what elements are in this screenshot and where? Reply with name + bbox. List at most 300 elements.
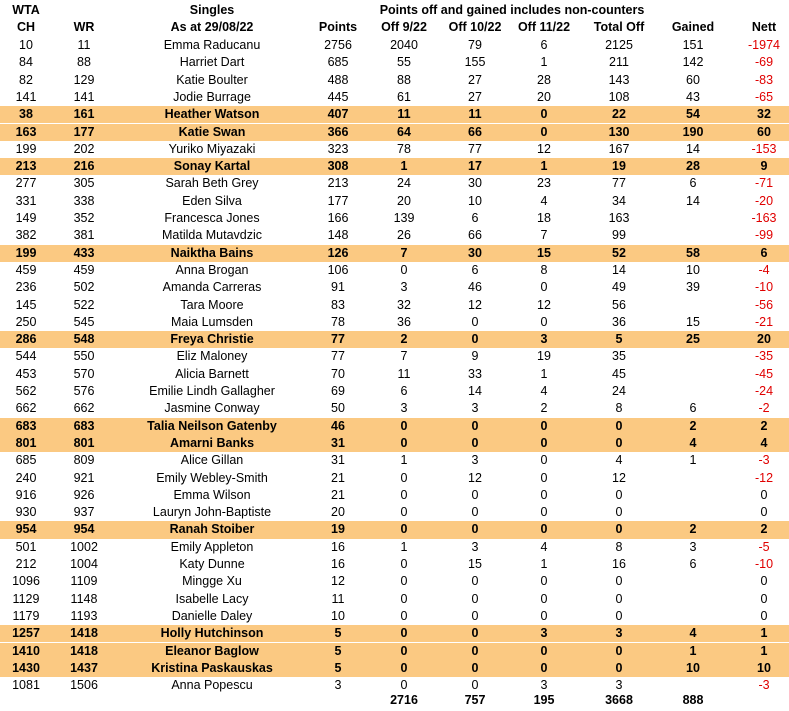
cell-off10: 77 bbox=[468, 141, 482, 156]
table-row bbox=[0, 418, 789, 435]
player-name: Sonay Kartal bbox=[173, 159, 251, 174]
cell-points: 445 bbox=[327, 89, 349, 104]
cell-points: 21 bbox=[331, 487, 345, 502]
player-name: Eliz Maloney bbox=[176, 349, 248, 364]
cell-nett: 0 bbox=[760, 574, 768, 589]
cell-off9: 3 bbox=[400, 280, 408, 295]
cell-points: 323 bbox=[327, 141, 349, 156]
cell-off10: 0 bbox=[471, 418, 479, 433]
cell-total-off: 0 bbox=[615, 643, 623, 658]
col-header-off11: Off 11/22 bbox=[517, 20, 571, 34]
cell-wr: 1004 bbox=[70, 557, 98, 571]
col-header-wr: WR bbox=[73, 20, 95, 34]
cell-total-off: 0 bbox=[615, 608, 623, 623]
cell-points: 20 bbox=[331, 505, 345, 520]
cell-off11: 0 bbox=[540, 124, 548, 139]
cell-nett: 60 bbox=[757, 124, 771, 139]
cell-ch: 1129 bbox=[12, 591, 40, 606]
cell-off11: 3 bbox=[540, 332, 548, 347]
cell-ch: 954 bbox=[15, 522, 37, 537]
player-name: Amanda Carreras bbox=[162, 280, 262, 295]
cell-off11: 2 bbox=[540, 401, 548, 416]
cell-wr: 305 bbox=[73, 176, 95, 191]
cell-off11: 0 bbox=[540, 591, 548, 606]
cell-points: 488 bbox=[327, 72, 349, 87]
cell-off11: 0 bbox=[540, 314, 548, 329]
player-name: Sarah Beth Grey bbox=[165, 176, 259, 191]
cell-wr: 177 bbox=[73, 124, 95, 139]
cell-nett: -20 bbox=[754, 193, 774, 208]
player-name: Ranah Stoiber bbox=[169, 522, 255, 537]
cell-ch: 277 bbox=[15, 176, 37, 191]
player-name: Alice Gillan bbox=[180, 453, 244, 468]
cell-nett: 0 bbox=[760, 505, 768, 520]
cell-off11: 1 bbox=[540, 159, 548, 174]
player-name: Holly Hutchinson bbox=[160, 626, 264, 641]
cell-points: 166 bbox=[327, 211, 349, 225]
player-name: Harriet Dart bbox=[179, 55, 245, 70]
cell-off11: 0 bbox=[540, 574, 548, 589]
cell-wr: 1437 bbox=[70, 660, 98, 675]
cell-wr: 338 bbox=[73, 193, 95, 208]
table-row bbox=[0, 521, 789, 538]
cell-ch: 331 bbox=[15, 193, 37, 208]
cell-off11: 15 bbox=[537, 245, 551, 260]
col-header-total: Total Off bbox=[593, 20, 645, 34]
table-row bbox=[0, 331, 789, 348]
player-name: Maia Lumsden bbox=[171, 314, 253, 329]
cell-points: 10 bbox=[331, 608, 345, 623]
cell-total-off: 34 bbox=[612, 193, 626, 208]
cell-off11: 0 bbox=[540, 280, 548, 295]
cell-off10: 0 bbox=[471, 660, 479, 675]
cell-wr: 548 bbox=[73, 332, 95, 347]
cell-off9: 0 bbox=[400, 626, 408, 641]
cell-total-off: 77 bbox=[612, 176, 626, 191]
cell-nett: 10 bbox=[757, 660, 771, 675]
header-line-1 bbox=[0, 2, 789, 19]
cell-wr: 570 bbox=[73, 366, 95, 381]
cell-ch: 38 bbox=[19, 107, 33, 122]
cell-ch: 212 bbox=[15, 557, 37, 571]
cell-off9: 0 bbox=[400, 487, 408, 502]
cell-off10: 6 bbox=[471, 262, 479, 277]
cell-off9: 139 bbox=[393, 211, 415, 225]
cell-gained: 14 bbox=[686, 141, 700, 156]
cell-wr: 1193 bbox=[70, 608, 98, 623]
cell-off11: 1 bbox=[540, 366, 548, 381]
table-row bbox=[0, 227, 789, 244]
cell-wr: 433 bbox=[73, 245, 95, 260]
cell-nett: 2 bbox=[760, 418, 768, 433]
player-name: Emilie Lindh Gallagher bbox=[149, 384, 275, 398]
cell-off11: 0 bbox=[540, 435, 548, 450]
cell-off9: 7 bbox=[400, 349, 408, 364]
cell-total-off: 5 bbox=[615, 332, 623, 347]
cell-total-off: 35 bbox=[612, 349, 626, 364]
cell-ch: 199 bbox=[15, 141, 37, 156]
cell-points: 70 bbox=[331, 366, 345, 381]
cell-ch: 236 bbox=[15, 280, 37, 295]
table-row bbox=[0, 37, 789, 54]
cell-nett: -99 bbox=[754, 228, 774, 243]
player-name: Lauryn John-Baptiste bbox=[152, 505, 272, 520]
cell-points: 46 bbox=[331, 418, 345, 433]
cell-off10: 0 bbox=[471, 591, 479, 606]
cell-off10: 0 bbox=[471, 608, 479, 623]
table-row bbox=[0, 660, 789, 677]
cell-total-off: 3 bbox=[615, 678, 623, 693]
cell-ch: 685 bbox=[15, 453, 37, 468]
cell-points: 2756 bbox=[324, 38, 352, 52]
cell-ch: 459 bbox=[15, 262, 37, 277]
cell-off11: 6 bbox=[540, 38, 548, 52]
cell-wr: 550 bbox=[73, 349, 95, 364]
cell-wr: 352 bbox=[73, 211, 95, 225]
cell-nett: -3 bbox=[758, 453, 770, 468]
cell-nett: 9 bbox=[760, 159, 768, 174]
cell-wr: 1418 bbox=[70, 643, 98, 658]
cell-off11: 0 bbox=[540, 505, 548, 520]
cell-off11: 1 bbox=[540, 55, 548, 70]
cell-off10: 0 bbox=[471, 643, 479, 658]
cell-total-off: 36 bbox=[612, 314, 626, 329]
cell-total-off: 143 bbox=[608, 72, 630, 87]
cell-gained: 3 bbox=[689, 539, 697, 554]
cell-nett: -56 bbox=[754, 297, 774, 312]
total-off9: 2716 bbox=[390, 693, 418, 707]
cell-total-off: 52 bbox=[612, 245, 626, 260]
cell-gained: 39 bbox=[686, 280, 700, 295]
cell-off11: 28 bbox=[537, 72, 551, 87]
cell-off10: 14 bbox=[468, 384, 482, 398]
cell-off10: 155 bbox=[464, 55, 486, 70]
cell-off11: 0 bbox=[540, 418, 548, 433]
col-header-nett: Nett bbox=[751, 20, 777, 34]
cell-total-off: 19 bbox=[612, 159, 626, 174]
table-row bbox=[0, 141, 789, 158]
cell-nett: -3 bbox=[758, 678, 770, 693]
cell-wr: 954 bbox=[73, 522, 95, 537]
player-name: Naiktha Bains bbox=[170, 245, 254, 260]
cell-wr: 381 bbox=[73, 228, 95, 243]
cell-off9: 0 bbox=[400, 522, 408, 537]
cell-off9: 61 bbox=[397, 89, 411, 104]
cell-off9: 20 bbox=[397, 193, 411, 208]
cell-points: 31 bbox=[331, 453, 345, 468]
cell-ch: 930 bbox=[15, 505, 37, 520]
table-row bbox=[0, 504, 789, 521]
cell-gained: 10 bbox=[686, 262, 700, 277]
cell-points: 213 bbox=[327, 176, 349, 191]
table-row bbox=[0, 89, 789, 106]
cell-ch: 453 bbox=[15, 366, 37, 381]
table-row bbox=[0, 193, 789, 210]
cell-ch: 382 bbox=[15, 228, 37, 243]
cell-ch: 1410 bbox=[12, 643, 40, 658]
cell-gained: 190 bbox=[682, 124, 704, 139]
cell-wr: 921 bbox=[73, 470, 95, 485]
singles-label: Singles bbox=[189, 3, 235, 17]
cell-total-off: 167 bbox=[608, 141, 630, 156]
table-row bbox=[0, 487, 789, 504]
cell-ch: 149 bbox=[15, 211, 37, 225]
cell-off10: 66 bbox=[468, 124, 482, 139]
cell-off10: 27 bbox=[468, 89, 482, 104]
cell-gained: 6 bbox=[689, 557, 697, 571]
cell-total-off: 163 bbox=[608, 211, 630, 225]
cell-off11: 12 bbox=[537, 297, 551, 312]
cell-off10: 30 bbox=[468, 176, 482, 191]
col-header-off10: Off 10/22 bbox=[448, 20, 502, 34]
cell-gained: 1 bbox=[689, 643, 697, 658]
cell-total-off: 8 bbox=[615, 401, 623, 416]
cell-off9: 0 bbox=[400, 591, 408, 606]
player-name: Isabelle Lacy bbox=[175, 591, 249, 606]
player-name: Amarni Banks bbox=[169, 435, 255, 450]
cell-wr: 459 bbox=[73, 262, 95, 277]
cell-ch: 1179 bbox=[12, 608, 40, 623]
cell-ch: 145 bbox=[15, 297, 37, 312]
cell-points: 366 bbox=[327, 124, 349, 139]
cell-off10: 0 bbox=[471, 522, 479, 537]
cell-gained: 54 bbox=[686, 107, 700, 122]
cell-off11: 23 bbox=[537, 176, 551, 191]
cell-off9: 2040 bbox=[390, 38, 418, 52]
cell-wr: 926 bbox=[73, 487, 95, 502]
cell-off11: 0 bbox=[540, 453, 548, 468]
cell-ch: 199 bbox=[15, 245, 37, 260]
cell-points: 19 bbox=[331, 522, 345, 537]
cell-off10: 0 bbox=[471, 678, 479, 693]
table-row bbox=[0, 175, 789, 192]
cell-total-off: 0 bbox=[615, 660, 623, 675]
cell-off10: 3 bbox=[471, 401, 479, 416]
cell-gained: 10 bbox=[686, 660, 700, 675]
cell-wr: 937 bbox=[73, 505, 95, 520]
cell-off10: 27 bbox=[468, 72, 482, 87]
cell-off9: 78 bbox=[397, 141, 411, 156]
cell-off10: 66 bbox=[468, 228, 482, 243]
cell-ch: 683 bbox=[15, 418, 37, 433]
cell-nett: 1 bbox=[760, 626, 768, 641]
player-name: Tara Moore bbox=[180, 297, 244, 312]
cell-total-off: 0 bbox=[615, 574, 623, 589]
cell-ch: 10 bbox=[19, 38, 33, 52]
cell-points: 77 bbox=[331, 332, 345, 347]
cell-off10: 17 bbox=[468, 159, 482, 174]
cell-gained: 151 bbox=[682, 38, 704, 52]
cell-wr: 576 bbox=[73, 384, 95, 398]
cell-points: 407 bbox=[327, 107, 349, 122]
cell-off10: 12 bbox=[468, 470, 482, 485]
cell-off11: 0 bbox=[540, 487, 548, 502]
player-name: Jasmine Conway bbox=[164, 401, 260, 416]
col-header-gained: Gained bbox=[671, 20, 715, 34]
cell-off11: 7 bbox=[540, 228, 548, 243]
table-row bbox=[0, 348, 789, 365]
cell-gained: 1 bbox=[689, 453, 697, 468]
cell-off9: 0 bbox=[400, 435, 408, 450]
player-name: Heather Watson bbox=[164, 107, 260, 122]
cell-wr: 141 bbox=[73, 89, 95, 104]
cell-nett: -45 bbox=[754, 366, 774, 381]
cell-total-off: 0 bbox=[615, 505, 623, 520]
cell-off10: 33 bbox=[468, 366, 482, 381]
cell-ch: 1096 bbox=[12, 574, 40, 589]
cell-off9: 0 bbox=[400, 574, 408, 589]
cell-gained: 43 bbox=[686, 89, 700, 104]
player-name: Freya Christie bbox=[170, 332, 254, 347]
cell-nett: 2 bbox=[760, 522, 768, 537]
cell-wr: 202 bbox=[73, 141, 95, 156]
cell-off10: 3 bbox=[471, 453, 479, 468]
table-row bbox=[0, 279, 789, 296]
cell-wr: 801 bbox=[73, 435, 95, 450]
cell-nett: -2 bbox=[758, 401, 770, 416]
table-row bbox=[0, 245, 789, 262]
cell-nett: -65 bbox=[754, 89, 774, 104]
table-row bbox=[0, 556, 789, 573]
cell-off11: 4 bbox=[540, 539, 548, 554]
cell-off11: 19 bbox=[537, 349, 551, 364]
cell-nett: 32 bbox=[757, 107, 771, 122]
cell-points: 83 bbox=[331, 297, 345, 312]
cell-off9: 6 bbox=[400, 384, 408, 398]
cell-total-off: 49 bbox=[612, 280, 626, 295]
cell-ch: 141 bbox=[15, 89, 37, 104]
table-row bbox=[0, 297, 789, 314]
cell-off9: 0 bbox=[400, 557, 408, 571]
cell-off9: 7 bbox=[400, 245, 408, 260]
cell-total-off: 0 bbox=[615, 522, 623, 537]
player-name: Kristina Paskauskas bbox=[151, 660, 273, 675]
cell-nett: -12 bbox=[754, 470, 774, 485]
cell-nett: -35 bbox=[754, 349, 774, 364]
cell-total-off: 12 bbox=[612, 470, 626, 485]
cell-off10: 11 bbox=[468, 107, 482, 122]
cell-points: 16 bbox=[331, 539, 345, 554]
cell-off11: 0 bbox=[540, 660, 548, 675]
player-name: Yuriko Miyazaki bbox=[168, 141, 256, 156]
wta-label: WTA bbox=[12, 3, 40, 17]
cell-nett: -163 bbox=[751, 211, 777, 225]
cell-wr: 522 bbox=[73, 297, 95, 312]
cell-off10: 0 bbox=[471, 574, 479, 589]
cell-off9: 11 bbox=[397, 366, 411, 381]
player-name: Mingge Xu bbox=[182, 574, 242, 589]
cell-ch: 801 bbox=[15, 435, 37, 450]
cell-off9: 0 bbox=[400, 470, 408, 485]
col-header-points: Points bbox=[318, 20, 358, 34]
col-header-ch: CH bbox=[16, 20, 36, 34]
cell-total-off: 0 bbox=[615, 418, 623, 433]
cell-wr: 545 bbox=[73, 314, 95, 329]
cell-wr: 88 bbox=[77, 55, 91, 70]
cell-wr: 1148 bbox=[70, 591, 98, 606]
cell-ch: 163 bbox=[15, 124, 37, 139]
cell-nett: -10 bbox=[754, 557, 774, 571]
cell-off10: 79 bbox=[468, 38, 482, 52]
player-name: Katie Swan bbox=[178, 124, 246, 139]
cell-off10: 0 bbox=[471, 314, 479, 329]
table-row bbox=[0, 539, 789, 556]
cell-off10: 9 bbox=[471, 349, 479, 364]
cell-gained: 14 bbox=[686, 193, 700, 208]
cell-gained: 2 bbox=[689, 522, 697, 537]
cell-gained: 4 bbox=[689, 435, 697, 450]
cell-off9: 24 bbox=[397, 176, 411, 191]
cell-off11: 0 bbox=[540, 522, 548, 537]
player-name: Alicia Barnett bbox=[175, 366, 249, 381]
cell-total-off: 2125 bbox=[605, 38, 633, 52]
table-row bbox=[0, 72, 789, 89]
cell-gained: 28 bbox=[686, 159, 700, 174]
cell-ch: 1081 bbox=[12, 678, 40, 693]
cell-wr: 129 bbox=[73, 72, 95, 87]
cell-wr: 11 bbox=[77, 38, 91, 52]
cell-off9: 2 bbox=[400, 332, 408, 347]
table-row bbox=[0, 54, 789, 71]
table-row bbox=[0, 452, 789, 469]
cell-off10: 15 bbox=[468, 557, 482, 571]
cell-off10: 0 bbox=[471, 626, 479, 641]
cell-off9: 0 bbox=[400, 262, 408, 277]
cell-off10: 6 bbox=[471, 211, 479, 225]
cell-wr: 1002 bbox=[70, 539, 98, 554]
cell-points: 3 bbox=[334, 678, 342, 693]
cell-nett: -69 bbox=[754, 55, 774, 70]
cell-off10: 0 bbox=[471, 435, 479, 450]
as-at-label: As at 29/08/22 bbox=[170, 20, 254, 34]
cell-wr: 502 bbox=[73, 280, 95, 295]
cell-nett: -21 bbox=[754, 314, 774, 329]
cell-points: 5 bbox=[334, 643, 342, 658]
cell-off9: 0 bbox=[400, 678, 408, 693]
cell-wr: 1506 bbox=[70, 678, 98, 693]
cell-off10: 3 bbox=[471, 539, 479, 554]
cell-ch: 240 bbox=[15, 470, 37, 485]
cell-ch: 916 bbox=[15, 487, 37, 502]
table-row bbox=[0, 106, 789, 123]
cell-off10: 0 bbox=[471, 487, 479, 502]
player-name: Katie Boulter bbox=[176, 72, 248, 87]
table-row bbox=[0, 158, 789, 175]
total-off10: 757 bbox=[464, 693, 486, 707]
cell-nett: 20 bbox=[757, 332, 771, 347]
cell-off10: 10 bbox=[468, 193, 482, 208]
table-row bbox=[0, 210, 789, 227]
cell-wr: 662 bbox=[73, 401, 95, 416]
cell-off9: 26 bbox=[397, 228, 411, 243]
cell-total-off: 22 bbox=[612, 107, 626, 122]
cell-off9: 64 bbox=[397, 124, 411, 139]
cell-total-off: 211 bbox=[609, 55, 629, 70]
table-row bbox=[0, 262, 789, 279]
cell-nett: -10 bbox=[754, 280, 774, 295]
table-row bbox=[0, 470, 789, 487]
table-row bbox=[0, 366, 789, 383]
cell-off11: 18 bbox=[537, 211, 551, 225]
cell-off11: 3 bbox=[540, 678, 548, 693]
cell-wr: 161 bbox=[73, 107, 95, 122]
cell-total-off: 130 bbox=[608, 124, 630, 139]
cell-gained: 58 bbox=[686, 245, 700, 260]
totals-row bbox=[0, 692, 789, 709]
table-row bbox=[0, 124, 789, 141]
cell-total-off: 8 bbox=[615, 539, 623, 554]
cell-ch: 1430 bbox=[12, 660, 40, 675]
